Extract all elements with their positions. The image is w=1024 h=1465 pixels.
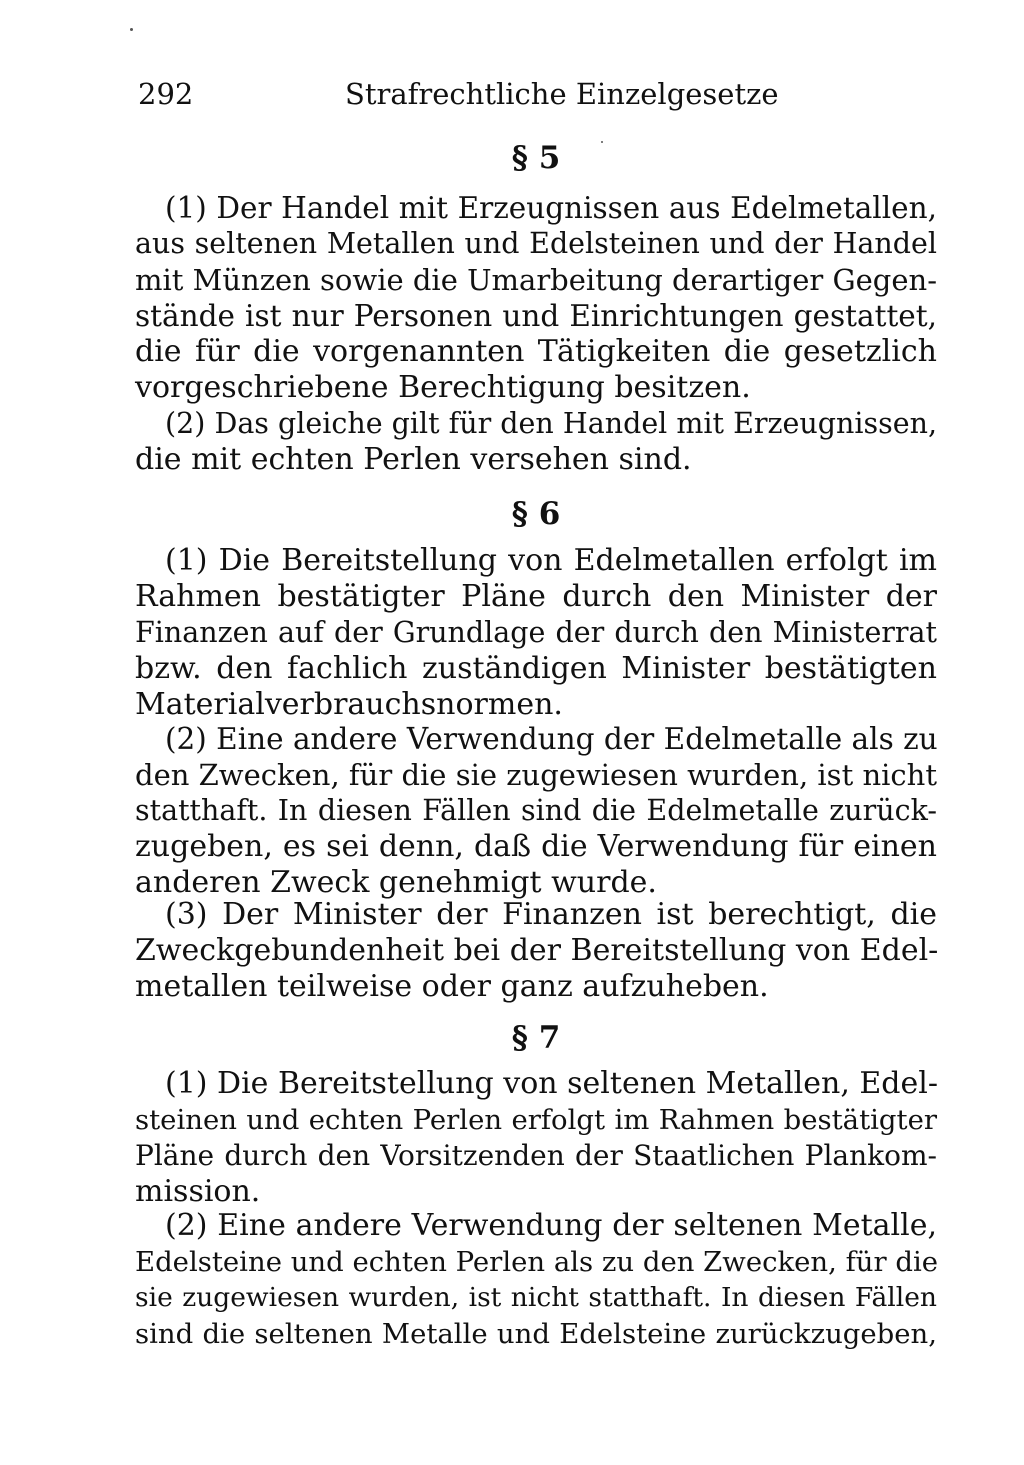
paragraph-line: Zweckgebundenheit bei der Bereitstellung von Edel- — [135, 933, 939, 968]
paragraph-line: (2) Das gleiche gilt für den Handel mit Erzeugnissen, — [165, 407, 937, 440]
paragraph-line: den Zwecken, für die sie zugewiesen wurden, ist nicht — [135, 758, 937, 792]
paragraph-line: (1) Die Bereitstellung von Edelmetallen erfolgt im — [165, 543, 937, 578]
section-heading-7: § 7 — [511, 1020, 561, 1056]
paragraph-line: sind die seltenen Metalle und Edelsteine zurückzugeben, — [135, 1318, 937, 1350]
paragraph-line: stände ist nur Personen und Einrichtungen gestattet, — [135, 299, 937, 333]
paragraph-line: mission. — [135, 1174, 261, 1209]
paragraph-line: Rahmen bestätigter Pläne durch den Minister der — [135, 579, 937, 614]
paragraph-line: Pläne durch den Vorsitzenden der Staatlichen Plankom- — [135, 1139, 937, 1172]
paragraph-line: (1) Die Bereitstellung von seltenen Metallen, Edel- — [165, 1066, 938, 1101]
paragraph-line: anderen Zweck genehmigt wurde. — [135, 865, 657, 900]
paragraph-line: (1) Der Handel mit Erzeugnissen aus Edelmetallen, — [165, 191, 937, 225]
paragraph-line: die für die vorgenannten Tätigkeiten die gesetzlich — [135, 334, 937, 369]
paragraph-line: metallen teilweise oder ganz aufzuheben. — [135, 969, 769, 1004]
paragraph-line: aus seltenen Metallen und Edelsteinen und der Handel — [135, 227, 937, 260]
paragraph-line: (3) Der Minister der Finanzen ist berechtigt, die — [165, 897, 937, 932]
paragraph-line: bzw. den fachlich zuständigen Minister bestätigten — [135, 651, 937, 686]
section-heading-6: § 6 — [511, 496, 561, 532]
running-head — [135, 74, 937, 114]
paper-speck — [601, 141, 603, 143]
paragraph-line: vorgeschriebene Berechtigung besitzen. — [135, 370, 751, 405]
section-heading-5: § 5 — [511, 140, 561, 176]
running-title: Strafrechtliche Einzelgesetze — [345, 77, 779, 111]
paragraph-line: die mit echten Perlen versehen sind. — [135, 442, 692, 477]
paragraph-line: zugeben, es sei denn, daß die Verwendung für einen — [135, 829, 937, 864]
paragraph-line: sie zugewiesen wurden, ist nicht statthaft. In diesen Fällen — [135, 1282, 937, 1313]
paragraph-line: steinen und echten Perlen erfolgt im Rahmen bestätigter — [135, 1104, 937, 1136]
paragraph-line: mit Münzen sowie die Umarbeitung derartiger Gegen- — [135, 263, 937, 297]
paragraph-line: Edelsteine und echten Perlen als zu den Zwecken, für die — [135, 1246, 939, 1278]
paragraph-line: (2) Eine andere Verwendung der Edelmetalle als zu — [165, 722, 938, 756]
page-number: 292 — [138, 77, 194, 111]
paragraph-line: (2) Eine andere Verwendung der seltenen Metalle, — [165, 1208, 937, 1243]
paper-speck — [130, 28, 133, 31]
paragraph-line: Materialverbrauchsnormen. — [135, 687, 563, 722]
paragraph-line: statthaft. In diesen Fällen sind die Edelmetalle zurück- — [135, 794, 937, 827]
paragraph-line: Finanzen auf der Grundlage der durch den Ministerrat — [135, 616, 937, 649]
